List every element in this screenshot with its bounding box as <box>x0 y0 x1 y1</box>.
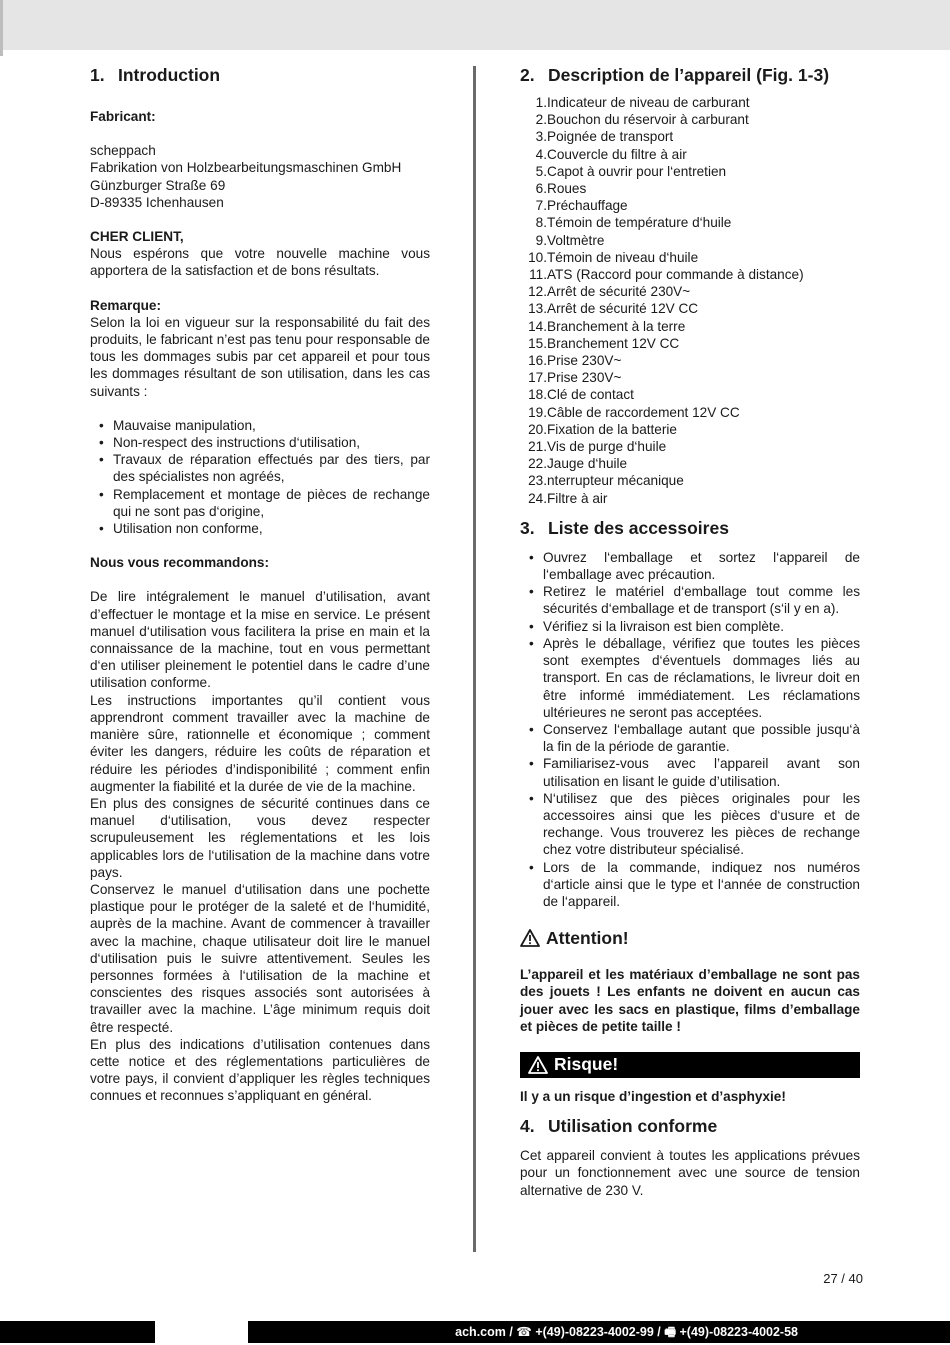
section-accessories-heading: 3. Liste des accessoires <box>520 517 729 538</box>
list-item: 24. Filtre à air <box>528 490 608 506</box>
paragraph: De lire intégralement le manuel d’utilisation, avant d’effectuer le montage et la mise en service. Le présent manuel d‘utilisation vous facilitera la prise en main et la connaissance de la machine, tout en vous permettant d‘en utiliser pleinement le potentiel dans le cadre d’une utilisation conforme. <box>90 589 430 691</box>
footer-contact-text: ach.com / ☎ +(49)-08223-4002-99 / 🖷 +(49)-08223-4002-58 <box>455 1325 798 1339</box>
list-item: • Non-respect des instructions d‘utilisation, <box>90 434 430 451</box>
list-item: • Conservez l‘emballage autant que possible jusqu‘à la fin de la période de garantie. <box>520 721 860 755</box>
list-item: 6. Roues <box>535 181 587 197</box>
footer-gap <box>155 1321 248 1343</box>
list-item: 14. Branchement à la terre <box>528 318 686 334</box>
section-intended-use-heading: 4. Utilisation conforme <box>520 1116 718 1137</box>
manufacturer-label: Fabricant: <box>90 109 156 124</box>
risk-text: Il y a un risque d’ingestion et d’asphyxie! <box>520 1088 786 1104</box>
paragraph: Les instructions importantes qu’il contient vous apprendront comment travailler avec la machine de manière sûre, rationnelle et économique ; comment éviter les dangers, réduire les coûts de réparation et réduire les périodes d’indisponibilité ; comment enfin augmenter la fiabilité et la durée de vie de la machine. <box>90 692 430 794</box>
list-item: • Familiarisez-vous avec l’appareil avant son utilisation en lisant le guide d’utilisation. <box>520 755 860 789</box>
list-item: 1. Indicateur de niveau de carburant <box>535 95 750 110</box>
list-item: • Travaux de réparation effectués par des tiers, par des spécialistes non agréés, <box>90 451 430 485</box>
warning-triangle-icon <box>528 1056 548 1074</box>
list-item: 19. Câble de raccordement 12V CC <box>528 404 740 420</box>
section-introduction-heading: 1. Introduction <box>90 65 221 85</box>
list-item: • Ouvrez l‘emballage et sortez l‘appareil de l‘emballage avec précaution. <box>520 549 860 583</box>
warning-triangle-icon <box>520 929 540 947</box>
list-item: 10. Témoin de niveau d‘huile <box>528 249 699 265</box>
liability-cases-list <box>90 417 430 537</box>
list-item: 9. Voltmètre <box>535 232 605 248</box>
list-item: • Après le déballage, vérifiez que toutes les pièces sont exemptes d‘éventuels dommages liés au transport. En cas de réclamations, le livreur doit en être informé immédiatement. Les réclamations ultérieures ne seront pas acceptées. <box>520 635 860 721</box>
attention-heading: Attention! <box>520 927 860 949</box>
paragraph: En plus des indications d’utilisation contenues dans cette notice et des réglementations particulières de votre pays, il convient d’appliquer les règles techniques connues et reconnues s’appliquant en général. <box>90 1036 430 1104</box>
list-item: 23. nterrupteur mécanique <box>528 473 684 489</box>
page-number: 27 / 40 <box>823 1271 863 1286</box>
paragraph: En plus des consignes de sécurité continues dans ce manuel d‘utilisation, vous devez respecter scrupuleusement les réglementations et les lois applicables lors de l‘utilisation de la machine dans votre pays. <box>90 795 430 880</box>
accessories-list <box>520 549 860 910</box>
manufacturer-address: scheppach Fabrikation von Holzbearbeitungsmaschinen GmbH Günzburger Straße 69 D-89335 Ichenhausen <box>90 143 402 210</box>
list-item: 2. Bouchon du réservoir à carburant <box>535 112 749 128</box>
dear-client-text: Nous espérons que votre nouvelle machine vous apportera de la satisfaction et de bons résultats. <box>90 246 430 279</box>
paragraph: Conservez le manuel d‘utilisation dans une pochette plastique pour le protéger de la saleté et de l‘humidité, auprès de la machine. Avant de commencer à travailler avec la machine, chaque utilisateur doit lire le manuel d‘utilisation puis le suivre attentivement. Seules les personnes formées à l‘utilisation de la machine et conscientes des risques associés sont autorisées à travailler avec la machine. L’âge minimum requis doit être respecté. <box>90 881 430 1035</box>
list-item: 7. Préchauffage <box>535 198 628 214</box>
remark-label: Remarque: <box>90 297 162 313</box>
parts-list <box>520 94 860 507</box>
risk-banner: Risque! <box>520 1052 860 1078</box>
header-band <box>0 0 950 50</box>
intended-use-text: Cet appareil convient à toutes les applications prévues pour un fonctionnement avec une source de tension alternative de 230 V. <box>520 1148 860 1198</box>
list-item: 12. Arrêt de sécurité 230V~ <box>528 284 691 300</box>
list-item: 4. Couvercle du filtre à air <box>535 146 687 162</box>
list-item: 8. Témoin de température d‘huile <box>535 215 732 231</box>
column-divider <box>473 66 476 1252</box>
list-item: • Mauvaise manipulation, <box>90 417 430 434</box>
list-item: • Lors de la commande, indiquez nos numéros d‘article ainsi que le type et l‘année de construction de l‘appareil. <box>520 859 860 911</box>
list-item: 15. Branchement 12V CC <box>528 335 680 351</box>
left-column <box>90 64 430 1105</box>
list-item: 22. Jauge d‘huile <box>528 456 628 472</box>
list-item: 5. Capot à ouvrir pour l‘entretien <box>535 163 727 179</box>
list-item: 13. Arrêt de sécurité 12V CC <box>528 301 699 317</box>
list-item: 3. Poignée de transport <box>535 129 674 145</box>
list-item: 18. Clé de contact <box>528 387 634 403</box>
list-item: 16. Prise 230V~ <box>528 353 622 369</box>
list-item: • Remplacement et montage de pièces de rechange qui ne sont pas d‘origine, <box>90 486 430 520</box>
remark-text: Selon la loi en vigueur sur la responsabilité du fait des produits, le fabricant n’est pas tenu pour responsable de tous les dommages subis par cet appareil et pour tous les dommages résultant de son utilisation, dans les cas suivants : <box>90 314 430 399</box>
list-item: • Retirez le matériel d‘emballage tout comme les sécurités d‘emballage et de transport (s‘il y en a). <box>520 583 860 617</box>
list-item: 21. Vis de purge d‘huile <box>528 439 667 455</box>
list-item: • Utilisation non conforme, <box>90 520 430 537</box>
dear-client-heading: CHER CLIENT, <box>90 229 184 245</box>
list-item: • Vérifiez si la livraison est bien complète. <box>520 618 860 635</box>
recommend-label: Nous vous recommandons: <box>90 555 270 571</box>
section-description-heading: 2. Description de l’appareil (Fig. 1-3) <box>520 65 830 85</box>
list-item: 20. Fixation de la batterie <box>528 421 677 437</box>
list-item: 17. Prise 230V~ <box>528 370 622 386</box>
right-column <box>520 64 860 1199</box>
list-item: • N‘utilisez que des pièces originales pour les accessoires ainsi que les pièces d‘usure et de rechange. Vous trouverez les pièces de rechange chez votre distributeur spécialisé. <box>520 790 860 859</box>
list-item: 11. ATS (Raccord pour commande à distance) <box>529 267 804 283</box>
header-corner-mark <box>0 0 3 56</box>
attention-text: L’appareil et les matériaux d’emballage ne sont pas des jouets ! Les enfants ne doivent en aucun cas jouer avec les sacs en plastique, films d’emballage et pièces de petite taille ! <box>520 967 860 1034</box>
